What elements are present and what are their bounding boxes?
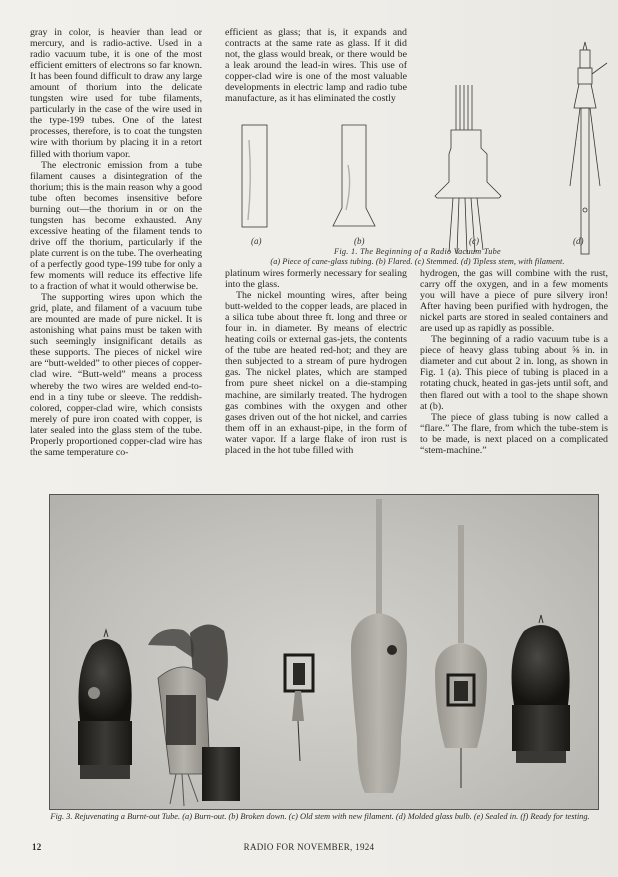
paragraph: hydrogen, the gas will combine with the rust, carry off the oxygen, and in a few moments you will have a piece of pure silvery iron! After having been purified with hydrogen, the nickel parts are stored in sealed containers and are used up as rapidly as possible. bbox=[420, 268, 608, 335]
fig1-label-d: (d) bbox=[573, 236, 584, 246]
fig1-label-b: (b) bbox=[354, 236, 365, 246]
fig1-a-tubing bbox=[242, 125, 267, 227]
figure-1-caption-parts: (a) Piece of cane-glass tubing. (b) Flared. (c) Stemmed. (d) Tipless stem, with filament. bbox=[270, 256, 565, 266]
page-number: 12 bbox=[32, 842, 42, 852]
tube-c-old-stem bbox=[285, 655, 313, 761]
fig1-d-tipless-stem bbox=[570, 42, 607, 254]
figure-3-photograph bbox=[49, 494, 599, 810]
paragraph: efficient as glass; that is, it expands and contracts at the same rate as glass. If it did not, the glass would break, or there would be a leak around the lead-in wires. This use of copper-clad wire is one of the most valuable developments in electric lamp and radio tube manufacture, as it has eliminated the costly bbox=[225, 27, 407, 105]
paragraph: The piece of glass tubing is now called a “flare.” The flare, from which the tube-stem is to be made, is next placed on a complicated “stem-machine.” bbox=[420, 411, 608, 456]
figure-1-caption bbox=[225, 247, 610, 266]
paragraph: The electronic emission from a tube filament causes a disintegration of the thorium; this is the main reason why a good tube often becomes insensitive before burning out—the thorium in or on the tungsten has become exhausted. Any excessive heating of the filament tends to drive off the thorium, particularly if the plate current is on the tube. The overheating of a perfectly good type-199 tube for only a few moments will reduce its effective life to a fraction of what it would otherwise be. bbox=[30, 159, 202, 293]
paragraph: gray in color, is heavier than lead or mercury, and is radio-active. Used in a radio vacuum tube, it is one of the most efficient emitters of electrons so far known. It has been found difficult to draw any large amount of thorium into the delicate tungsten wire used for tube filaments, particularly in the case of the wire used in the type-199 tubes. One of the latest processes, therefore, is to coat the tungsten wire with thorium by placing it in a retort filled with thorium vapor. bbox=[30, 27, 202, 160]
article-column-2 bbox=[225, 268, 407, 456]
paragraph: The nickel mounting wires, after being butt-welded to the copper leads, are placed in a silica tube about three ft. long and three or four in. in diameter. By means of electric heating coils or external gas-jets, the contents of the tube are heated red-hot; and they are then subjected to a stream of pure hydrogen gas. The nickel plates, which are stamped from pure sheet nickel on a die-stamping machine, are similarly treated. The hydrogen gas combines with the oxygen and other gases driven out of the hot nickel, and carries them off in an exhaust-pipe, in the form of water vapor. If a large flake of iron rust is placed in the hot tube filled with bbox=[225, 290, 407, 456]
tube-b-broken-down bbox=[148, 624, 240, 806]
tube-f-ready bbox=[512, 615, 570, 763]
fig1-b-flared bbox=[333, 125, 375, 226]
figure-1-caption-title: Fig. 1. The Beginning of a Radio Vacuum Tube bbox=[334, 247, 501, 256]
fig1-label-c: (c) bbox=[469, 236, 479, 246]
tube-d-molded-bulb bbox=[351, 499, 407, 793]
article-column-2-top bbox=[225, 27, 407, 104]
article-column-1 bbox=[30, 27, 202, 458]
fig1-label-a: (a) bbox=[251, 236, 262, 246]
paragraph: platinum wires formerly necessary for sealing into the glass. bbox=[225, 268, 407, 291]
tube-a-burn-out bbox=[78, 630, 132, 779]
paragraph: The supporting wires upon which the grid, plate, and filament of a vacuum tube are mounted are made of pure nickel. It is astonishing what pains must be taken with such seemingly insignificant details as these supports. The pieces of nickel wire are “butt-welded” to other pieces of copper-clad wire. “Butt-weld” means a process whereby the two wires are welded end-to-end in a tiny tube or sleeve. The reddish-colored, copper-clad wire, which consists merely of pure iron coated with copper, is later sealed into the glass stem of the tube. Properly proportioned copper-clad wire has the same temperature co- bbox=[30, 292, 202, 458]
fig1-c-stemmed bbox=[435, 85, 501, 254]
paragraph: The beginning of a radio vacuum tube is a piece of heavy glass tubing about ⅝ in. in diameter and cut about 2 in. long, as shown in Fig. 1 (a). This piece of tubing is placed in a rotating chuck, heated in gas-jets until soft, and then flared out with a tool to the shape shown at (b). bbox=[420, 334, 608, 412]
tube-e-sealed-in bbox=[435, 525, 487, 788]
figure-3-tubes bbox=[50, 495, 598, 809]
figure-3-caption: Fig. 3. Rejuvenating a Burnt-out Tube. (a) Burn-out. (b) Broken down. (c) Old stem with new filament. (d) Molded glass bulb. (e) Sealed in. (f) Ready for testing. bbox=[50, 812, 590, 821]
running-footer: RADIO FOR NOVEMBER, 1924 bbox=[243, 842, 375, 852]
article-column-3 bbox=[420, 268, 608, 456]
